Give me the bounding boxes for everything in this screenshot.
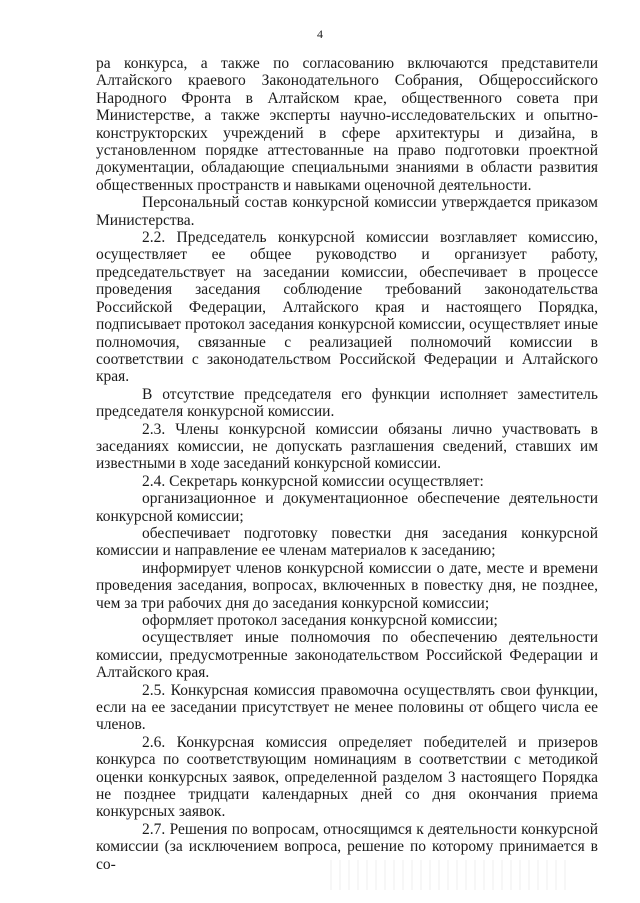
- scan-artifact: [330, 860, 570, 890]
- paragraph-clause-2-6: 2.6. Конкурсная комиссия определяет победителей и призеров конкурса по соответствующим номинациям в соответствии с методикой оценки конкурсных заявок, определенной разделом 3 настоящего Порядка не позднее тридцати календарных дней со дня окончания приема конкурсных заявок.: [96, 733, 598, 821]
- paragraph-clause-2-7: 2.7. Решения по вопросам, относящимся к деятельности конкурсной комиссии (за исключением вопроса, решение по которому принимается в со-: [96, 820, 598, 873]
- page-number: 4: [317, 27, 323, 41]
- document-body: [96, 55, 598, 873]
- paragraph-11: осуществляет иные полномочия по обеспечению деятельности комиссии, предусмотренные законодательством Российской Федерации и Алтайского края.: [96, 629, 598, 682]
- paragraph-10: оформляет протокол заседания конкурсной комиссии;: [142, 612, 498, 629]
- paragraph-clause-2-5: 2.5. Конкурсная комиссия правомочна осуществлять свои функции, если на ее заседании присутствует не менее половины от общего числа ее членов.: [96, 681, 598, 734]
- paragraph-2: Персональный состав конкурсной комиссии утверждается приказом Министерства.: [96, 194, 598, 229]
- paragraph-8: обеспечивает подготовку повестки дня заседания конкурсной комиссии и направление ее членам материалов к заседанию;: [96, 524, 598, 560]
- paragraph-clause-2-2: 2.2. Председатель конкурсной комиссии возглавляет комиссию, осуществляет ее общее руководство и организует работу, председательствует на заседании комиссии, обеспечивает в процессе проведения заседания соблюдение требований законодательства Российской Федерации, Алтайского края и настоящего Порядка, подписывает протокол заседания конкурсной комиссии, осуществляет иные полномочия, связанные с реализацией полномочий комиссии в соответствии с законодательством Российской Федерации и Алтайского края.: [96, 229, 598, 386]
- paragraph-1: ра конкурса, а также по согласованию включаются представители Алтайского краевого Законодательного Собрания, Общероссийского Народного Фронта в Алтайском крае, общественного совета при Министерстве, а также эксперты научно-исследовательских и опытно-конструкторских учреждений в сфере архитектуры и дизайна, в установленном порядке аттестованные на право подготовки проектной документации, обладающие специальными знаниями в области развития общественных пространств и навыками оценочной деятельности.: [96, 55, 598, 194]
- paragraph-clause-2-4: 2.4. Секретарь конкурсной комиссии осуществляет:: [142, 472, 484, 490]
- paragraph-4: В отсутствие председателя его функции исполняет заместитель председателя конкурсной комиссии.: [96, 385, 598, 421]
- paragraph-9: информирует членов конкурсной комиссии о дате, месте и времени проведения заседания, вопросах, включенных в повестку дня, не позднее, чем за три рабочих дня до заседания конкурсной комиссии;: [96, 559, 598, 612]
- paragraph-clause-2-3: 2.3. Члены конкурсной комиссии обязаны лично участвовать в заседаниях комиссии, не допускать разглашения сведений, ставших им известными в ходе заседаний конкурсной комиссии.: [96, 420, 598, 473]
- paragraph-7: организационное и документационное обеспечение деятельности конкурсной комиссии;: [96, 490, 598, 525]
